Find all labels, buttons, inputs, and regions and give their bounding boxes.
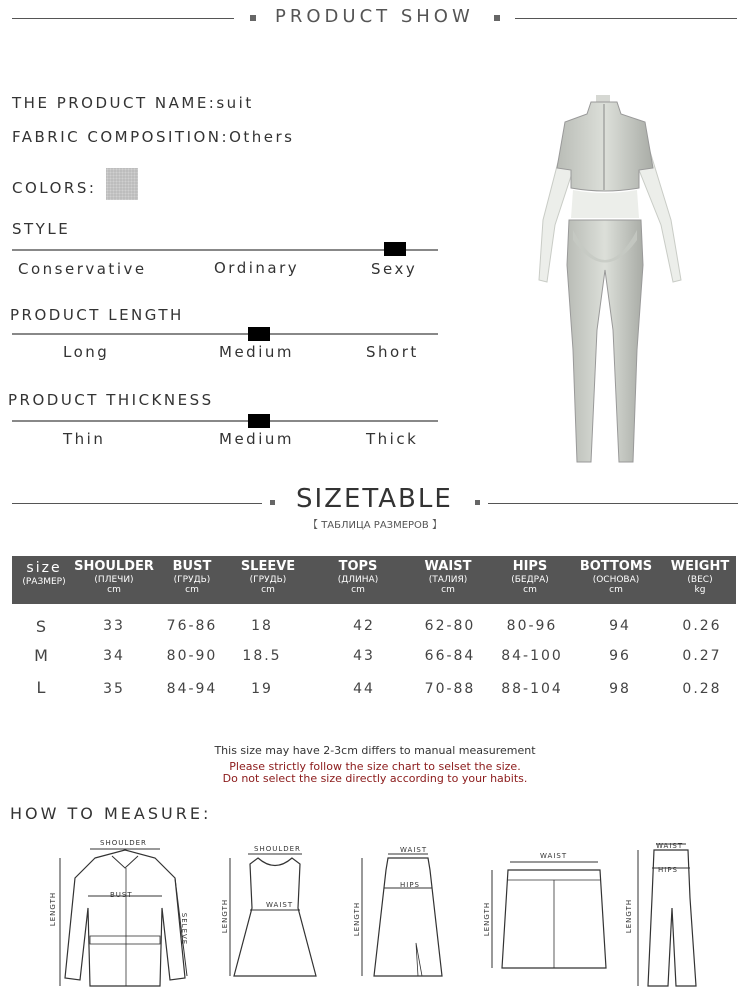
cell-sleeve: 18.5 (242, 648, 282, 664)
cell-waist: 70-88 (424, 681, 476, 697)
col-header-sleeve: SLEEVE (ГРУДЬ) cm (240, 559, 296, 595)
cell-bust: 80-90 (166, 648, 218, 664)
fabric-value: Others (229, 128, 295, 146)
skirt-outline (374, 858, 442, 976)
pants-length-label: LENGTH (625, 898, 634, 934)
sizetable-right-dot (475, 500, 480, 505)
length-option-long: Long (63, 343, 110, 361)
style-option-ordinary: Ordinary (214, 259, 300, 277)
skirt-waist-label: WAIST (400, 846, 428, 854)
sizetable-title: SIZETABLE (296, 484, 453, 514)
cell-size: M (34, 646, 50, 665)
dress-diagram (228, 848, 318, 988)
col-header-weight: WEIGHT (ВЕС) kg (670, 559, 730, 595)
thickness-option-thin: Thin (63, 430, 106, 448)
cell-shoulder: 33 (103, 618, 125, 634)
cell-waist: 62-80 (424, 618, 476, 634)
length-option-medium: Medium (219, 343, 294, 361)
header-right-rule (515, 18, 737, 19)
cell-tops: 44 (353, 681, 375, 697)
page-title: PRODUCT SHOW (275, 6, 474, 27)
sizetable-right-rule (488, 503, 738, 504)
thickness-scale-line (12, 420, 438, 422)
crop-top (557, 102, 653, 191)
measure-title: HOW TO MEASURE: (10, 804, 212, 823)
cell-size: S (35, 617, 49, 636)
cell-bottoms: 98 (609, 681, 631, 697)
jacket-collar (112, 856, 138, 868)
leggings (567, 220, 643, 462)
jacket-length-label: LENGTH (49, 891, 58, 927)
product-name-row (12, 94, 254, 112)
dress-waist-label: WAIST (266, 901, 294, 909)
fabric-label: FABRIC COMPOSITION: (12, 128, 230, 146)
pants-diagram (630, 838, 710, 988)
pants-hips-label: HIPS (658, 866, 678, 874)
jacket-bust-label: BUST (110, 891, 133, 899)
mannequin-waist (571, 190, 639, 218)
jacket-belt (90, 936, 160, 944)
style-option-sexy: Sexy (371, 260, 418, 278)
colors-label: COLORS: (12, 179, 97, 197)
style-title: STYLE (12, 220, 71, 238)
style-scale-line (12, 249, 438, 251)
jacket-shoulder-label: SHOULDER (100, 839, 147, 847)
thickness-marker (248, 414, 270, 428)
jacket-outline (65, 850, 185, 986)
cell-weight: 0.26 (682, 618, 722, 634)
dress-shoulder-label: SHOULDER (254, 845, 301, 853)
header-left-dot (250, 15, 256, 21)
skirt-length-label: LENGTH (353, 901, 362, 937)
note-line-2: Please strictly follow the size chart to selset the size. (229, 760, 521, 773)
thickness-option-medium: Medium (219, 430, 294, 448)
cell-size: L (36, 678, 48, 697)
length-title: PRODUCT LENGTH (10, 306, 184, 324)
col-header-size: size (РАЗМЕР) (22, 560, 66, 587)
length-scale-line (12, 333, 438, 335)
product-photo (525, 90, 725, 470)
col-header-shoulder: SHOULDER (ПЛЕЧИ) cm (74, 559, 154, 595)
thickness-option-thick: Thick (366, 430, 419, 448)
cell-weight: 0.27 (682, 648, 722, 664)
col-header-tops: TOPS (ДЛИНА) cm (337, 559, 379, 595)
jacket-diagram (50, 838, 200, 988)
color-swatch[interactable] (106, 168, 138, 200)
cell-shoulder: 34 (103, 648, 125, 664)
dress-outline (234, 858, 316, 976)
sizetable-header (12, 556, 736, 604)
style-marker (384, 242, 406, 256)
mini-skirt-diagram (480, 850, 610, 980)
length-option-short: Short (366, 343, 419, 361)
cell-bust: 84-94 (166, 681, 218, 697)
jacket-selve-label: SELEVE (180, 912, 189, 946)
note-line-1: This size may have 2-3cm differs to manual measurement (214, 744, 536, 757)
skirt-hips-label: HIPS (400, 881, 420, 889)
cell-weight: 0.28 (682, 681, 722, 697)
mini-skirt-length-label: LENGTH (483, 901, 492, 937)
sizetable-subtitle: 【 ТАБЛИЦА РАЗМЕРОВ 】 (308, 520, 442, 531)
cell-hips: 84-100 (501, 648, 563, 664)
sizetable-left-dot (270, 500, 275, 505)
pants-waist-label: WAIST (656, 842, 684, 850)
cell-bottoms: 94 (609, 618, 631, 634)
skirt-diagram (358, 848, 448, 988)
col-header-waist: WAIST (ТАЛИЯ) cm (424, 559, 472, 595)
cell-sleeve: 19 (251, 681, 273, 697)
product-name-value: suit (216, 94, 254, 112)
length-marker (248, 327, 270, 341)
mini-skirt-waist-label: WAIST (540, 852, 568, 860)
dress-length-label: LENGTH (221, 898, 230, 934)
style-option-conservative: Conservative (18, 260, 147, 278)
col-header-bottoms: BOTTOMS (ОСНОВА) cm (579, 559, 653, 595)
col-header-bust: BUST (ГРУДЬ) cm (172, 559, 212, 595)
header-left-rule (12, 18, 234, 19)
fabric-row (12, 128, 294, 146)
cell-tops: 43 (353, 648, 375, 664)
col-header-hips: HIPS (БЕДРА) cm (511, 559, 549, 595)
cell-hips: 80-96 (506, 618, 558, 634)
cell-hips: 88-104 (501, 681, 563, 697)
note-line-3: Do not select the size directly according to your habits. (222, 772, 528, 785)
cell-bottoms: 96 (609, 648, 631, 664)
skirt-slit (416, 943, 422, 976)
cell-waist: 66-84 (424, 648, 476, 664)
sizetable-left-rule (12, 503, 262, 504)
cell-sleeve: 18 (251, 618, 273, 634)
cell-tops: 42 (353, 618, 375, 634)
thickness-title: PRODUCT THICKNESS (8, 391, 214, 409)
header-right-dot (494, 15, 500, 21)
product-name-label: THE PRODUCT NAME: (12, 94, 217, 112)
cell-bust: 76-86 (166, 618, 218, 634)
cell-shoulder: 35 (103, 681, 125, 697)
